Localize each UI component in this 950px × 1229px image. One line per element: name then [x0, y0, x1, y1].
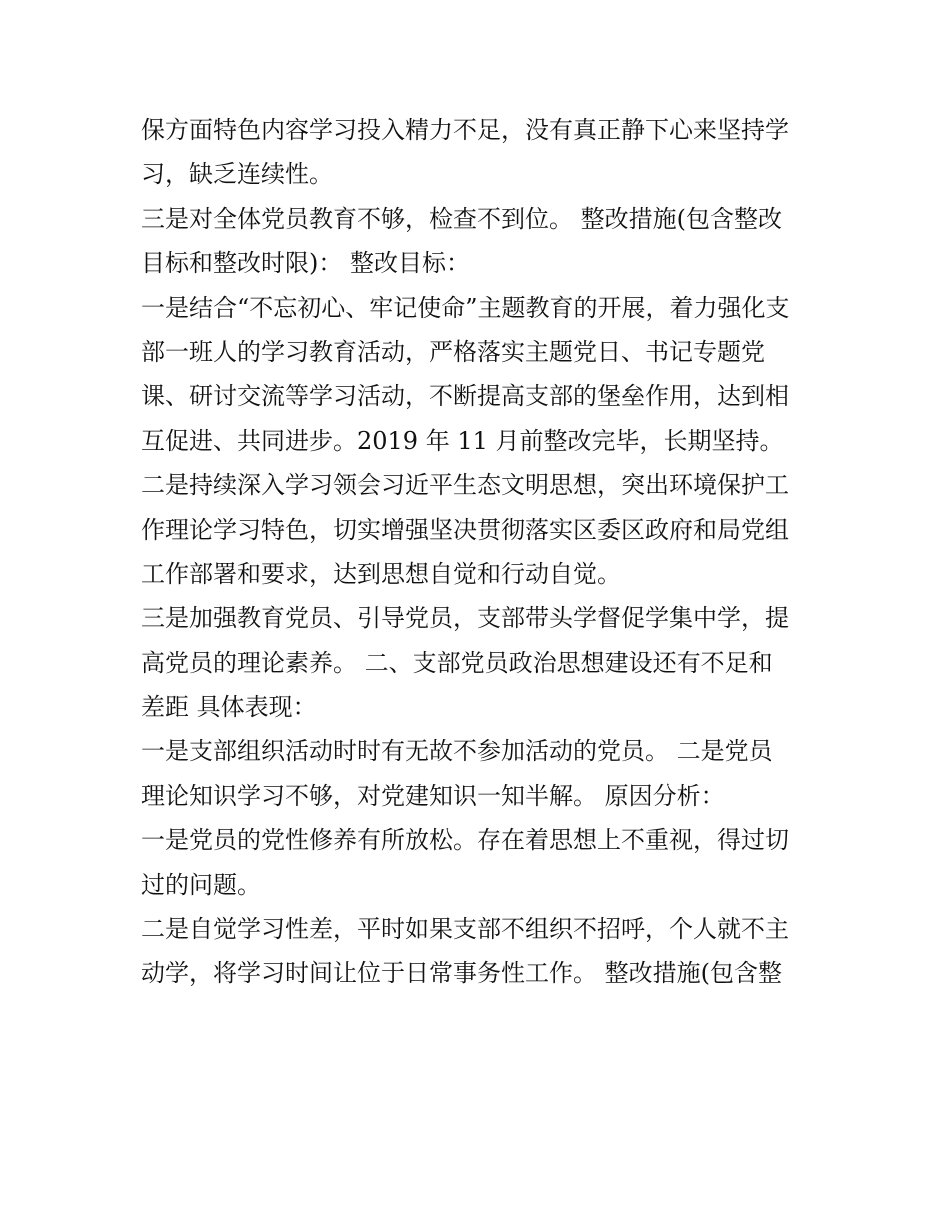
text-line: 二是自觉学习性差，平时如果支部不组织不招呼，个人就不主 — [141, 915, 789, 944]
text-line: 高党员的理论素养。 二、支部党员政治思想建设还有不足和 — [141, 648, 773, 677]
text-line: 工作部署和要求，达到思想自觉和行动自觉。 — [141, 559, 621, 588]
text-line: 课、研讨交流等学习活动，不断提高支部的堡垒作用，达到相 — [141, 382, 789, 411]
text-line: 差距 具体表现： — [141, 693, 317, 722]
text-line: 习，缺乏连续性。 — [141, 160, 333, 189]
text-line: 三是对全体党员教育不够，检查不到位。 整改措施(包含整改 — [141, 204, 782, 233]
text-line: 一是党员的党性修养有所放松。存在着思想上不重视，得过切 — [141, 826, 789, 855]
text-line: 二是持续深入学习领会习近平生态文明思想，突出环境保护工 — [141, 471, 789, 500]
text-line: 三是加强教育党员、引导党员，支部带头学督促学集中学，提 — [141, 604, 789, 633]
text-line: 一是支部组织活动时时有无故不参加活动的党员。 二是党员 — [141, 737, 773, 766]
text-line: 部一班人的学习教育活动，严格落实主题党日、书记专题党 — [141, 337, 765, 366]
text-line: 作理论学习特色，切实增强坚决贯彻落实区委区政府和局党组 — [141, 515, 789, 544]
text-line: 目标和整改时限)： 整改目标： — [141, 249, 470, 278]
text-line: 一是结合“不忘初心、牢记使命”主题教育的开展，着力强化支 — [141, 293, 790, 322]
text-line: 动学，将学习时间让位于日常事务性工作。 整改措施(包含整 — [141, 959, 782, 988]
text-line: 过的问题。 — [141, 870, 261, 899]
text-line: 互促进、共同进步。2019 年 11 月前整改完毕，长期坚持。 — [141, 426, 784, 455]
text-line: 保方面特色内容学习投入精力不足，没有真正静下心来坚持学 — [141, 116, 789, 144]
text-line: 理论知识学习不够，对党建知识一知半解。 原因分析： — [141, 781, 725, 810]
body-text — [141, 108, 821, 996]
